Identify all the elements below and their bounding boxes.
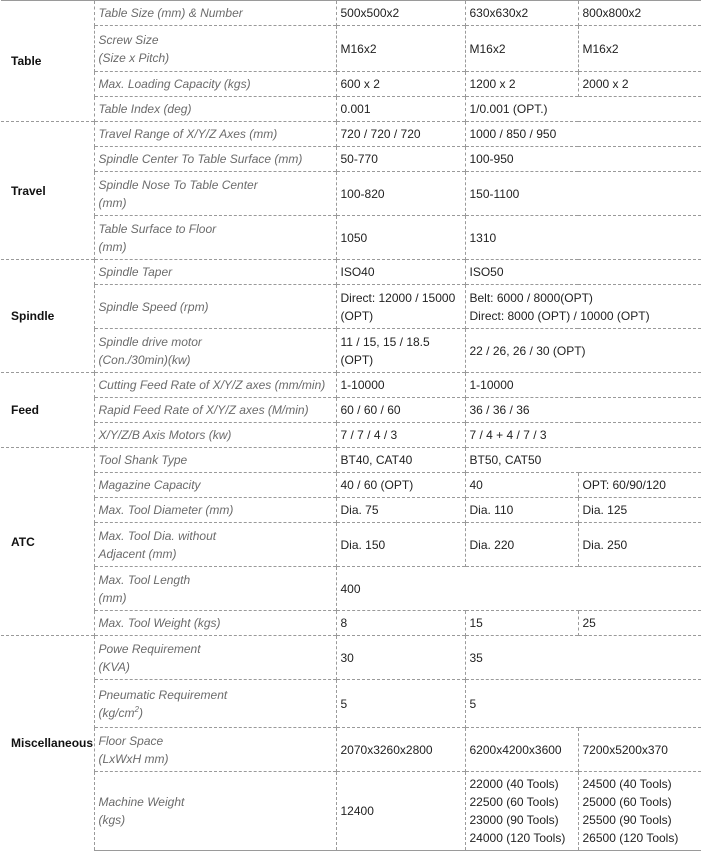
cell-value: 5 [336, 680, 465, 728]
cell-value: Dia. 110 [465, 498, 578, 523]
cell-value: Belt: 6000 / 8000(OPT) Direct: 8000 (OPT) / 10000 (OPT) [465, 285, 701, 329]
table-row [1, 680, 701, 728]
table-row [1, 423, 701, 448]
table-row [1, 772, 701, 851]
row-label: Cutting Feed Rate of X/Y/Z axes (mm/min) [94, 373, 336, 398]
cell-value: 400 [336, 567, 701, 611]
row-label: Table Surface to Floor (mm) [94, 216, 336, 260]
cell-value: 630x630x2 [465, 1, 578, 26]
cell-value: M16x2 [578, 26, 701, 72]
table-row [1, 216, 701, 260]
table-row [1, 1, 701, 26]
table-row [1, 72, 701, 97]
cell-value: 150-1100 [465, 172, 701, 216]
cell-value: BT40, CAT40 [336, 448, 465, 473]
cell-value: 7 / 4 + 4 / 7 / 3 [465, 423, 701, 448]
cell-value: ISO50 [465, 260, 701, 285]
category-atc: ATC [1, 448, 94, 636]
cell-value: 22000 (40 Tools) 22500 (60 Tools) 23000 (90 Tools) 24000 (120 Tools) [465, 772, 578, 851]
row-label: X/Y/Z/B Axis Motors (kw) [94, 423, 336, 448]
cell-value: 35 [465, 636, 701, 680]
cell-value: 5 [465, 680, 701, 728]
row-label [94, 680, 336, 728]
category-travel: Travel [1, 122, 94, 260]
cell-value: 1310 [465, 216, 701, 260]
cell-value: 12400 [336, 772, 465, 851]
spec-table [1, 0, 701, 851]
cell-value: 100-950 [465, 147, 701, 172]
table-row [1, 523, 701, 567]
cell-value: 15 [465, 611, 578, 636]
cell-value: 500x500x2 [336, 1, 465, 26]
cell-value: 1/0.001 (OPT.) [465, 97, 701, 122]
row-label: Screw Size (Size x Pitch) [94, 26, 336, 72]
cell-value: Dia. 150 [336, 523, 465, 567]
row-label: Max. Tool Weight (kgs) [94, 611, 336, 636]
row-label: Spindle Center To Table Surface (mm) [94, 147, 336, 172]
cell-value: 22 / 26, 26 / 30 (OPT) [465, 329, 701, 373]
table-row [1, 373, 701, 398]
cell-value: 36 / 36 / 36 [465, 398, 701, 423]
cell-value: 6200x4200x3600 [465, 728, 578, 772]
cell-value: 7200x5200x370 [578, 728, 701, 772]
cell-value: Dia. 125 [578, 498, 701, 523]
row-label: Table Index (deg) [94, 97, 336, 122]
row-label-unit: (kg/cm [98, 705, 135, 720]
table-row [1, 567, 701, 611]
table-row [1, 728, 701, 772]
cell-value: 800x800x2 [578, 1, 701, 26]
cell-value: 1-10000 [336, 373, 465, 398]
row-label: Powe Requirement (KVA) [94, 636, 336, 680]
category-table: Table [1, 1, 94, 122]
cell-value: 600 x 2 [336, 72, 465, 97]
table-row [1, 448, 701, 473]
cell-value: 7 / 7 / 4 / 3 [336, 423, 465, 448]
table-row [1, 172, 701, 216]
row-label: Spindle Speed (rpm) [94, 285, 336, 329]
table-row [1, 122, 701, 147]
cell-value: M16x2 [465, 26, 578, 72]
row-label-unit-end: ) [138, 705, 143, 720]
cell-value: 0.001 [336, 97, 465, 122]
cell-value: Dia. 75 [336, 498, 465, 523]
cell-value: 1200 x 2 [465, 72, 578, 97]
table-row [1, 260, 701, 285]
table-row [1, 498, 701, 523]
row-label: Max. Tool Length (mm) [94, 567, 336, 611]
cell-value: 1000 / 850 / 950 [465, 122, 701, 147]
cell-value: M16x2 [336, 26, 465, 72]
row-label: Rapid Feed Rate of X/Y/Z axes (M/min) [94, 398, 336, 423]
table-row [1, 26, 701, 72]
table-row [1, 329, 701, 373]
cell-value: BT50, CAT50 [465, 448, 701, 473]
row-label: Tool Shank Type [94, 448, 336, 473]
row-label: Travel Range of X/Y/Z Axes (mm) [94, 122, 336, 147]
cell-value: 25 [578, 611, 701, 636]
cell-value: 2070x3260x2800 [336, 728, 465, 772]
row-label: Floor Space (LxWxH mm) [94, 728, 336, 772]
table-row [1, 285, 701, 329]
cell-value: 11 / 15, 15 / 18.5 (OPT) [336, 329, 465, 373]
row-label-line: Pneumatic Requirement [98, 687, 228, 702]
table-row [1, 636, 701, 680]
row-label: Machine Weight (kgs) [94, 772, 336, 851]
category-spindle: Spindle [1, 260, 94, 373]
category-feed: Feed [1, 373, 94, 448]
row-label: Spindle Nose To Table Center (mm) [94, 172, 336, 216]
row-label: Spindle drive motor (Con./30min)(kw) [94, 329, 336, 373]
row-label: Max. Tool Dia. without Adjacent (mm) [94, 523, 336, 567]
table-row [1, 473, 701, 498]
category-miscellaneous: Miscellaneous [1, 636, 94, 851]
cell-value: 1050 [336, 216, 465, 260]
cell-value: Dia. 250 [578, 523, 701, 567]
row-label: Max. Tool Diameter (mm) [94, 498, 336, 523]
cell-value: 40 [465, 473, 578, 498]
cell-value: ISO40 [336, 260, 465, 285]
row-label: Table Size (mm) & Number [94, 1, 336, 26]
cell-value: 24500 (40 Tools) 25000 (60 Tools) 25500 (90 Tools) 26500 (120 Tools) [578, 772, 701, 851]
cell-value: 1-10000 [465, 373, 701, 398]
cell-value: 720 / 720 / 720 [336, 122, 465, 147]
cell-value: Direct: 12000 / 15000 (OPT) [336, 285, 465, 329]
table-row [1, 611, 701, 636]
cell-value: 2000 x 2 [578, 72, 701, 97]
cell-value: 40 / 60 (OPT) [336, 473, 465, 498]
row-label-superscript: 2 [134, 704, 139, 714]
table-row [1, 398, 701, 423]
table-row [1, 147, 701, 172]
cell-value: 50-770 [336, 147, 465, 172]
row-label: Spindle Taper [94, 260, 336, 285]
cell-value: 30 [336, 636, 465, 680]
cell-value: 8 [336, 611, 465, 636]
row-label: Max. Loading Capacity (kgs) [94, 72, 336, 97]
cell-value: OPT: 60/90/120 [578, 473, 701, 498]
table-row [1, 97, 701, 122]
cell-value: 60 / 60 / 60 [336, 398, 465, 423]
cell-value: 100-820 [336, 172, 465, 216]
row-label: Magazine Capacity [94, 473, 336, 498]
cell-value: Dia. 220 [465, 523, 578, 567]
